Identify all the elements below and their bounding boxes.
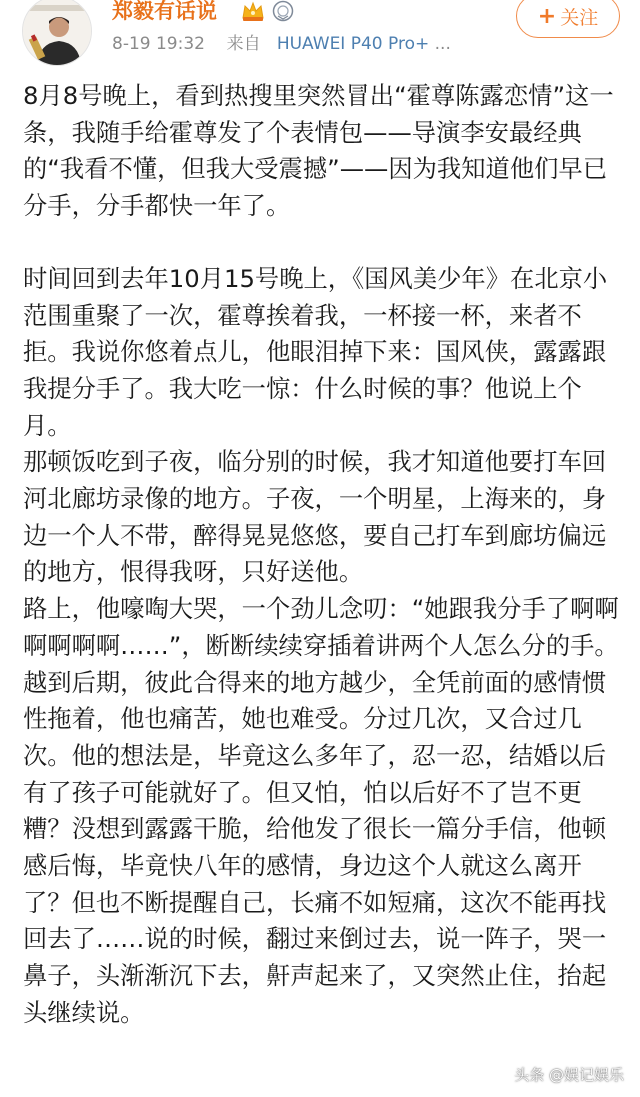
follow-button[interactable] [516,0,620,38]
post-paragraph: 8月8号晚上，看到热搜里突然冒出“霍尊陈露恋情”这一条，我随手给霍尊发了个表情包——导演李安最经典的“我看不懂，但我大受震撼”——因为我知道他们早已分手，分手都快一年了。 [23,81,614,221]
post-meta [112,32,451,56]
post-paragraph: 时间回到去年10月15号晚上，《国风美少年》在北京小范围重聚了一次，霍尊挨着我，一杯接一杯，来者不拒。我说你悠着点儿，他眼泪掉下来：国风侠，露露跟我提分手了。我大吃一惊：什么时候的事？他说上个月。 那顿饭吃到子夜，临分别的时候，我才知道他要打车回河北廊坊录像的地方。子夜，一个明星，上海来的，身边一个人不带，醉得晃晃悠悠，要自己打车到廊坊偏远的地方，恨得我呀，只好送他。 路上，他嚎啕大哭，一个劲儿念叨：“她跟我分手了啊啊啊啊啊啊……”，断断续续穿插着讲两个人怎么分的手。越到后期，彼此合得来的地方越少，全凭前面的感情惯性拖着，他也痛苦，她也难受。分过几次，又合过几次。他的想法是，毕竟这么多年了，忍一忍，结婚以后有了孩子可能就好了。但又怕，怕以后好不了岂不更糟？没想到露露干脆，给他发了很长一篇分手信，他顿感后悔，毕竟快八年的感情，身边这个人就这么离开了？但也不断提醒自己，长痛不如短痛，这次不能再找回去了……说的时候，翻过来倒过去，说一阵子，哭一鼻子，头渐渐沉下去，鼾声起来了，又突然止住，抬起头继续说。 [23,263,619,1027]
post-timestamp: 8-19 19:32 [112,34,205,54]
avatar-photo-icon [23,0,91,65]
author-name[interactable]: 郑毅有话说 [112,0,217,23]
plus-icon: + [537,3,557,29]
source-device[interactable]: HUAWEI P40 Pro+ [276,34,430,54]
avatar[interactable] [22,0,92,66]
watermark: 头条 @娱记娱乐 [514,1066,624,1084]
source-prefix: 来自 [226,34,261,54]
follow-label: 关注 [560,6,599,29]
level-badge-icon [272,0,294,22]
crown-vip-icon [241,0,265,22]
paragraph-spacer [23,225,619,261]
post-body [23,78,619,1032]
post-header [0,0,640,70]
source-suffix: ... [434,34,451,54]
